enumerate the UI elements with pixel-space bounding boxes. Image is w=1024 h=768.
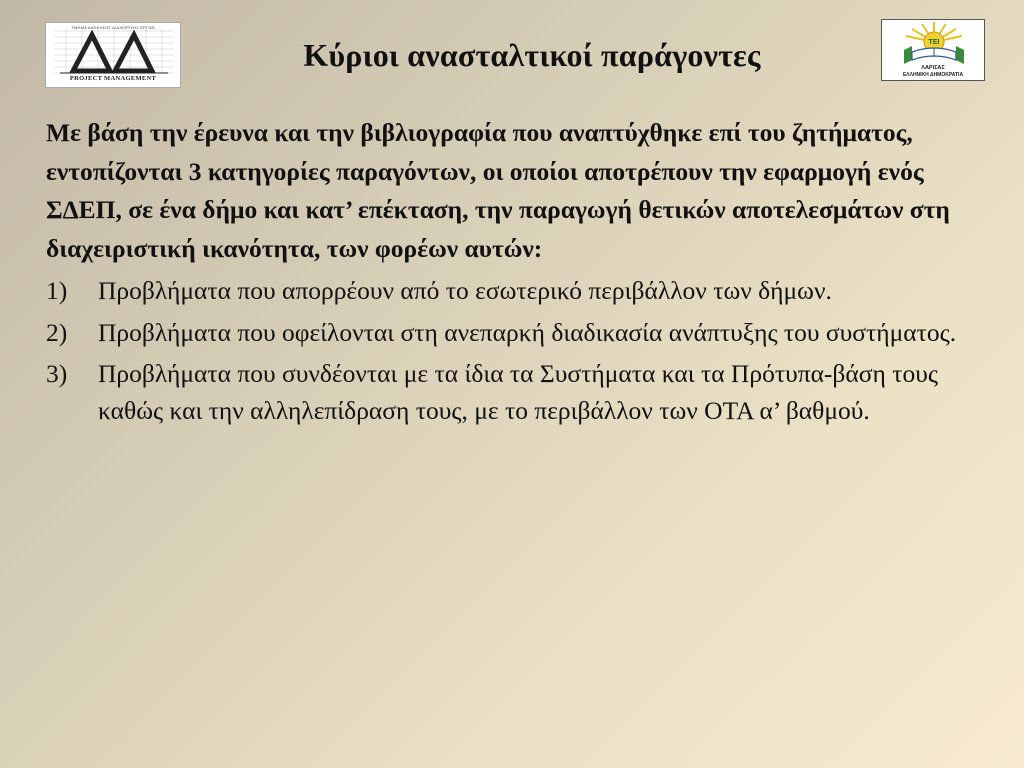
list-text: Προβλήματα που συνδέονται με τα ίδια τα Συστήματα και τα Πρότυπα-βάση τους καθώς και την αλληλεπίδραση τους, με το περιβάλλον των ΟΤΑ α’ βαθμού. (98, 359, 938, 425)
hellenic-republic-caption: ΕΛΛΗΝΙΚΗ ΔΗΜΟΚΡΑΤΙΑ (902, 72, 964, 78)
tei-larissa-caption: ΛΑΡΙΣΑΣ (921, 65, 945, 71)
list-item (46, 273, 996, 310)
project-management-logo (45, 22, 181, 88)
svg-text:ΤΕΙ: ΤΕΙ (928, 39, 940, 46)
tei-larissa-logo (881, 19, 985, 81)
logo-bottom-caption: PROJECT MANAGEMENT (69, 75, 157, 82)
list-number: 3) (46, 359, 68, 388)
list-text: Προβλήματα που οφείλονται στη ανεπαρκή διαδικασία ανάπτυξης του συστήματος. (98, 317, 957, 347)
list-item (46, 356, 996, 429)
list-number: 1) (46, 276, 68, 305)
list-number: 2) (46, 317, 68, 347)
slide-title: Κύριοι ανασταλτικοί παράγοντες (303, 37, 761, 73)
list-text: Προβλήματα που απορρέουν από το εσωτερικό περιβάλλον των δήμων. (98, 276, 832, 305)
logo-top-caption: ΤΜΗΜΑ ΔΙΟΙΚΗΣΗΣ ΔΙΑΧΕΙΡΙΣΗΣ ΕΡΓΩΝ (71, 25, 155, 30)
intro-paragraph: Με βάση την έρευνα και την βιβλιογραφία που αναπτύχθηκε επί του ζητήματος, εντοπίζονται 3 κατηγορίες παραγόντων, οι οποίοι αποτρέπουν την εφαρμογή ενός ΣΔΕΠ, σε ένα δήμο και κατ’ επέκταση, την παραγωγή θετικών αποτελεσμάτων στη διαχειριστική ικανότητα, των φορέων αυτών: (46, 118, 950, 263)
list-item (46, 315, 996, 352)
slide-body (46, 114, 996, 429)
